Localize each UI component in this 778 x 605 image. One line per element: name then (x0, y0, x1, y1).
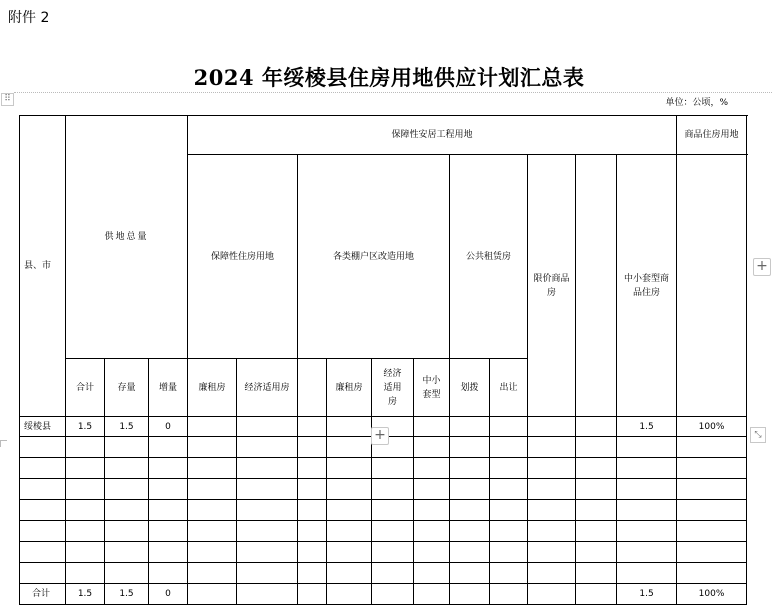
shanty-low-rent-header: 廉租房 (327, 359, 372, 417)
county-name-cell[interactable]: 绥棱县 (20, 417, 66, 437)
table-resize-handle[interactable]: ⤡ (750, 427, 766, 443)
total-header: 合计 (66, 359, 105, 417)
sum-stock-cell[interactable]: 1.5 (105, 584, 149, 605)
supply-plan-table (19, 115, 747, 605)
supply-total-header: 供地总量 (66, 116, 188, 359)
table-row (20, 542, 747, 563)
commercial-blank-cell (576, 155, 617, 417)
sum-label-cell[interactable]: 合计 (20, 584, 66, 605)
transfer-header: 出让 (490, 359, 528, 417)
shanty-small-header: 中小套型 (414, 359, 450, 417)
increment-header: 增量 (149, 359, 188, 417)
county-header: 县、市 (20, 116, 66, 417)
stock-header: 存量 (105, 359, 149, 417)
table-move-handle[interactable]: ⠿ (1, 93, 14, 106)
increment-cell[interactable]: 0 (149, 417, 188, 437)
affordable-header: 经济适用房 (237, 359, 298, 417)
page-corner-mark (0, 440, 7, 447)
ratio-cell[interactable]: 100% (677, 417, 747, 437)
security-housing-header: 保障性住房用地 (188, 155, 298, 359)
add-column-button[interactable]: + (753, 258, 771, 276)
commercial-small-header: 中小套型商品住房 (617, 155, 677, 417)
stock-cell[interactable]: 1.5 (105, 417, 149, 437)
attachment-label: 附件 2 (8, 10, 50, 26)
public-rental-header: 公共租赁房 (450, 155, 528, 359)
shanty-affordable-header: 经济适用房 (372, 359, 414, 417)
commercial-small-cell[interactable]: 1.5 (617, 417, 677, 437)
sum-commercial-small-cell[interactable]: 1.5 (617, 584, 677, 605)
security-project-header: 保障性安居工程用地 (188, 116, 677, 155)
allocation-header: 划拨 (450, 359, 490, 417)
unit-label: 单位：公顷，% (665, 98, 728, 108)
sum-increment-cell[interactable]: 0 (149, 584, 188, 605)
sum-ratio-cell[interactable]: 100% (677, 584, 747, 605)
commercial-land-header: 商品住房用地 (677, 116, 747, 155)
sum-total-cell[interactable]: 1.5 (66, 584, 105, 605)
table-top-guide (14, 92, 772, 93)
table-row (20, 563, 747, 584)
document-title: 2024 年绥棱县住房用地供应计划汇总表 (193, 65, 585, 90)
table-row (20, 521, 747, 542)
price-limited-header: 限价商品房 (528, 155, 576, 417)
shanty-blank-cell (298, 359, 327, 417)
total-row (20, 584, 747, 605)
total-cell[interactable]: 1.5 (66, 417, 105, 437)
table-row (20, 458, 747, 479)
table-row (20, 500, 747, 521)
low-rent-header: 廉租房 (188, 359, 237, 417)
add-row-button[interactable]: + (371, 427, 389, 445)
table-row (20, 479, 747, 500)
shanty-header: 各类棚户区改造用地 (298, 155, 450, 359)
